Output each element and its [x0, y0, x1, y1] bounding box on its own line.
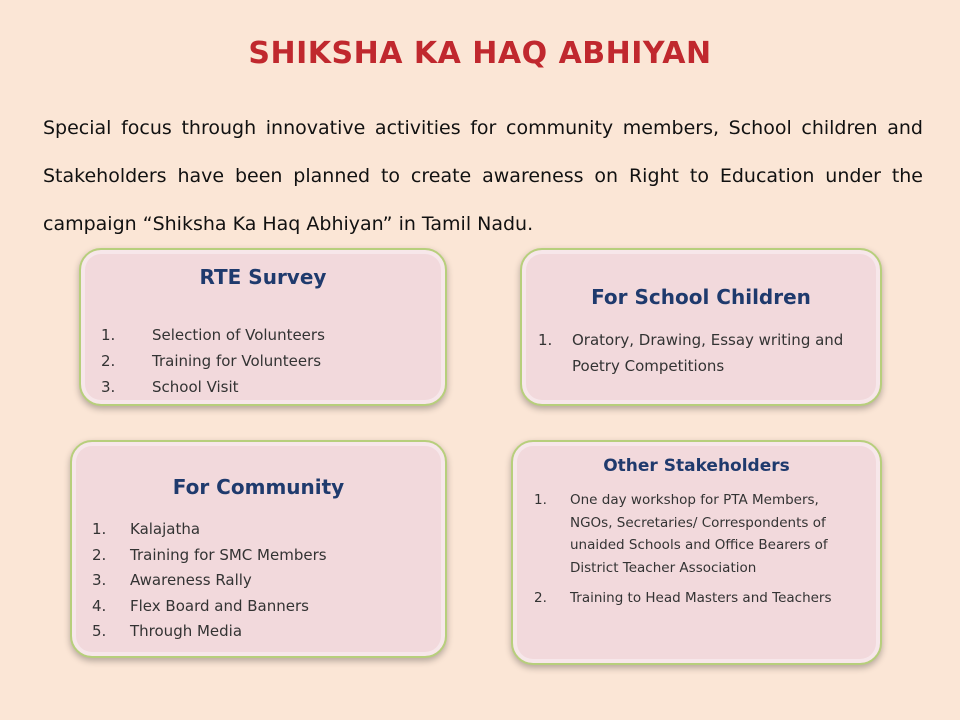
list-item: 2. Training for SMC Members	[92, 545, 327, 564]
school-children-heading: For School Children	[591, 285, 811, 309]
school-children-card	[520, 248, 882, 406]
list-item: 2. Training to Head Masters and Teachers	[534, 590, 832, 606]
list-item: 1. Selection of Volunteers	[101, 326, 325, 344]
list-item: 1. One day workshop for PTA Members, NGOs, Secretaries/ Correspondents of unaided Schools and Office Bearers of District Teacher Association	[534, 492, 828, 576]
community-heading: For Community	[172, 475, 345, 499]
list-item: 2. Training for Volunteers	[101, 352, 322, 370]
stakeholders-heading: Other Stakeholders	[603, 456, 790, 476]
intro-paragraph: Special focus through innovative activities for community members, School children and Stakeholders have been planned to create awareness on Right to Education under the campaign “Shiksha Ka Haq Abhiyan” in Tamil Nadu.	[43, 117, 923, 235]
list-item: 4. Flex Board and Banners	[92, 596, 309, 615]
list-item: 3. School Visit	[101, 378, 239, 396]
list-item: 1. Kalajatha	[92, 520, 201, 538]
rte-survey-list	[101, 322, 431, 400]
stakeholders-list	[534, 489, 864, 610]
community-card	[70, 440, 447, 658]
list-item: 5. Through Media	[92, 622, 243, 640]
list-item: 3. Awareness Rally	[92, 571, 252, 589]
school-children-list	[538, 327, 868, 379]
rte-survey-heading: RTE Survey	[199, 265, 327, 289]
list-item: 1. Oratory, Drawing, Essay writing and Poetry Competitions	[538, 331, 844, 375]
community-list	[92, 517, 432, 645]
page-title: SHIKSHA KA HAQ ABHIYAN	[248, 36, 712, 71]
rte-survey-card	[79, 248, 447, 406]
stakeholders-card	[511, 440, 882, 665]
